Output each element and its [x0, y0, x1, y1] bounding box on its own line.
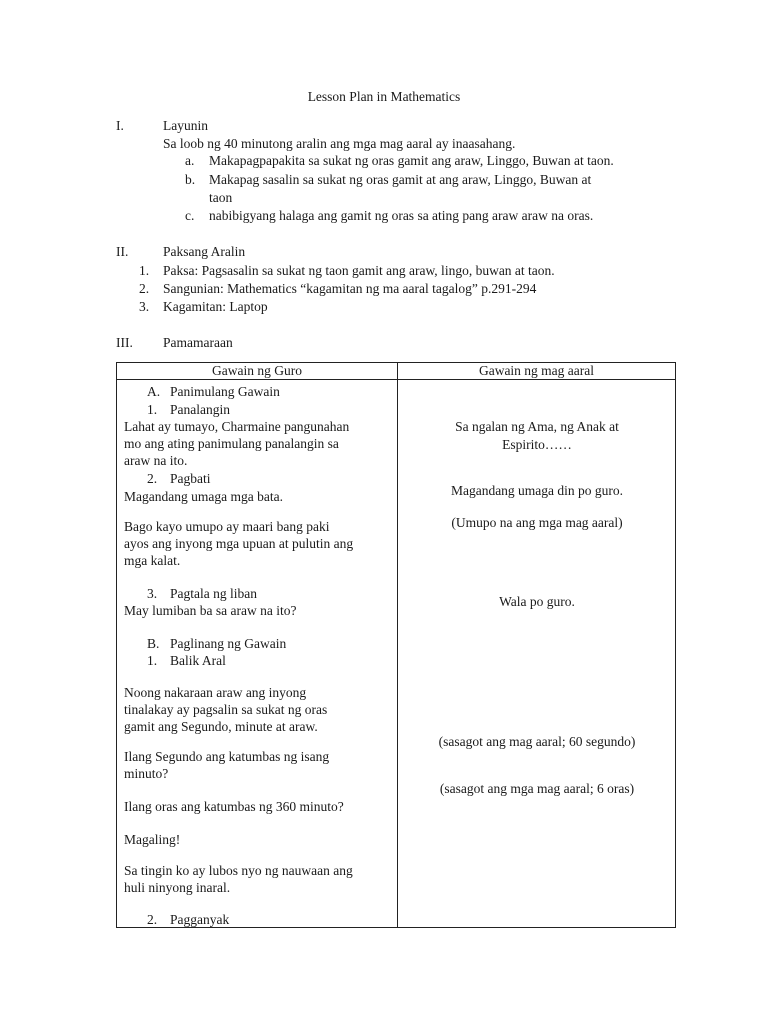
part-b-marker: B. [147, 636, 160, 651]
part-b-label: Paglinang ng Gawain [170, 636, 287, 651]
step-a3-marker: 3. [147, 586, 158, 601]
step-a2-label: Pagbati [170, 471, 211, 486]
teacher-text: Magandang umaga mga bata. [124, 489, 283, 504]
teacher-text: mga kalat. [124, 553, 181, 568]
part-a-label: Panimulang Gawain [170, 384, 280, 399]
objective-marker-b: b. [185, 172, 196, 187]
step-b1-marker: 1. [147, 653, 158, 668]
teacher-text: huli ninyong inaral. [124, 880, 231, 895]
topic-item-2: Sangunian: Mathematics “kagamitan ng ma aaral tagalog” p.291-294 [163, 281, 537, 296]
teacher-text: Sa tingin ko ay lubos nyo ng nauwaan ang [124, 863, 353, 878]
objective-b: Makapag sasalin sa sukat ng oras gamit at ang araw, Linggo, Buwan at [209, 172, 592, 187]
section-3-heading: Pamamaraan [163, 335, 233, 350]
topic-item-1: Paksa: Pagsasalin sa sukat ng taon gamit ang araw, lingo, buwan at taon. [163, 263, 555, 278]
step-a1-marker: 1. [147, 402, 158, 417]
part-a-marker: A. [147, 384, 161, 399]
step-b2-label: Pagganyak [170, 912, 230, 927]
topic-marker-3: 3. [139, 299, 150, 314]
step-a3-label: Pagtala ng liban [170, 586, 257, 601]
student-response: Sa ngalan ng Ama, ng Anak at [455, 419, 619, 434]
teacher-text: mo ang ating panimulang panalangin sa [124, 436, 339, 451]
step-a1-label: Panalangin [170, 402, 230, 417]
teacher-text: gamit ang Segundo, minute at araw. [124, 719, 318, 734]
procedure-table [116, 362, 676, 928]
step-a2-marker: 2. [147, 471, 158, 486]
section-1-intro: Sa loob ng 40 minutong aralin ang mga mag aaral ay inaasahang. [163, 136, 516, 151]
topic-marker-2: 2. [139, 281, 150, 296]
step-b2-marker: 2. [147, 912, 158, 927]
section-2-heading: Paksang Aralin [163, 244, 246, 259]
section-2-numeral: II. [116, 244, 129, 259]
teacher-text: Lahat ay tumayo, Charmaine pangunahan [124, 419, 350, 434]
student-response: (Umupo na ang mga mag aaral) [451, 515, 623, 530]
student-column-header: Gawain ng mag aaral [398, 363, 676, 380]
student-response: (sasagot ang mga mag aaral; 6 oras) [439, 781, 635, 796]
objective-marker-a: a. [185, 153, 195, 168]
teacher-column-header: Gawain ng Guro [117, 363, 398, 380]
table-header-row [117, 363, 676, 380]
objective-marker-c: c. [185, 208, 195, 223]
teacher-text: May lumiban ba sa araw na ito? [124, 603, 297, 618]
teacher-text: ayos ang inyong mga upuan at pulutin ang [124, 536, 354, 551]
step-b1-label: Balik Aral [170, 653, 226, 668]
objective-b-continued: taon [209, 190, 233, 205]
teacher-text: Bago kayo umupo ay maari bang paki [124, 519, 330, 534]
student-response: Magandang umaga din po guro. [450, 483, 624, 498]
teacher-text: Magaling! [124, 832, 181, 847]
topic-item-3: Kagamitan: Laptop [163, 299, 268, 314]
teacher-text: araw na ito. [124, 453, 188, 468]
teacher-question: Ilang oras ang katumbas ng 360 minuto? [124, 799, 344, 814]
teacher-text: Noong nakaraan araw ang inyong [124, 685, 307, 700]
student-response: Espirito…… [502, 437, 572, 452]
objective-a: Makapagpapakita sa sukat ng oras gamit ang araw, Linggo, Buwan at taon. [209, 153, 614, 168]
table-row [117, 380, 676, 928]
teacher-text: tinalakay ay pagsalin sa sukat ng oras [124, 702, 328, 717]
student-activities-cell [398, 380, 676, 928]
section-1-numeral: I. [116, 118, 124, 133]
student-response: Wala po guro. [499, 594, 575, 609]
document-title: Lesson Plan in Mathematics [307, 89, 461, 104]
teacher-question: minuto? [124, 766, 169, 781]
teacher-question: Ilang Segundo ang katumbas ng isang [124, 749, 330, 764]
student-response: (sasagot ang mag aaral; 60 segundo) [438, 734, 636, 749]
section-3-numeral: III. [116, 335, 133, 350]
topic-marker-1: 1. [139, 263, 150, 278]
teacher-activities-cell [117, 380, 398, 928]
section-1-heading: Layunin [163, 118, 208, 133]
objective-c: nabibigyang halaga ang gamit ng oras sa ating pang araw araw na oras. [209, 208, 594, 223]
